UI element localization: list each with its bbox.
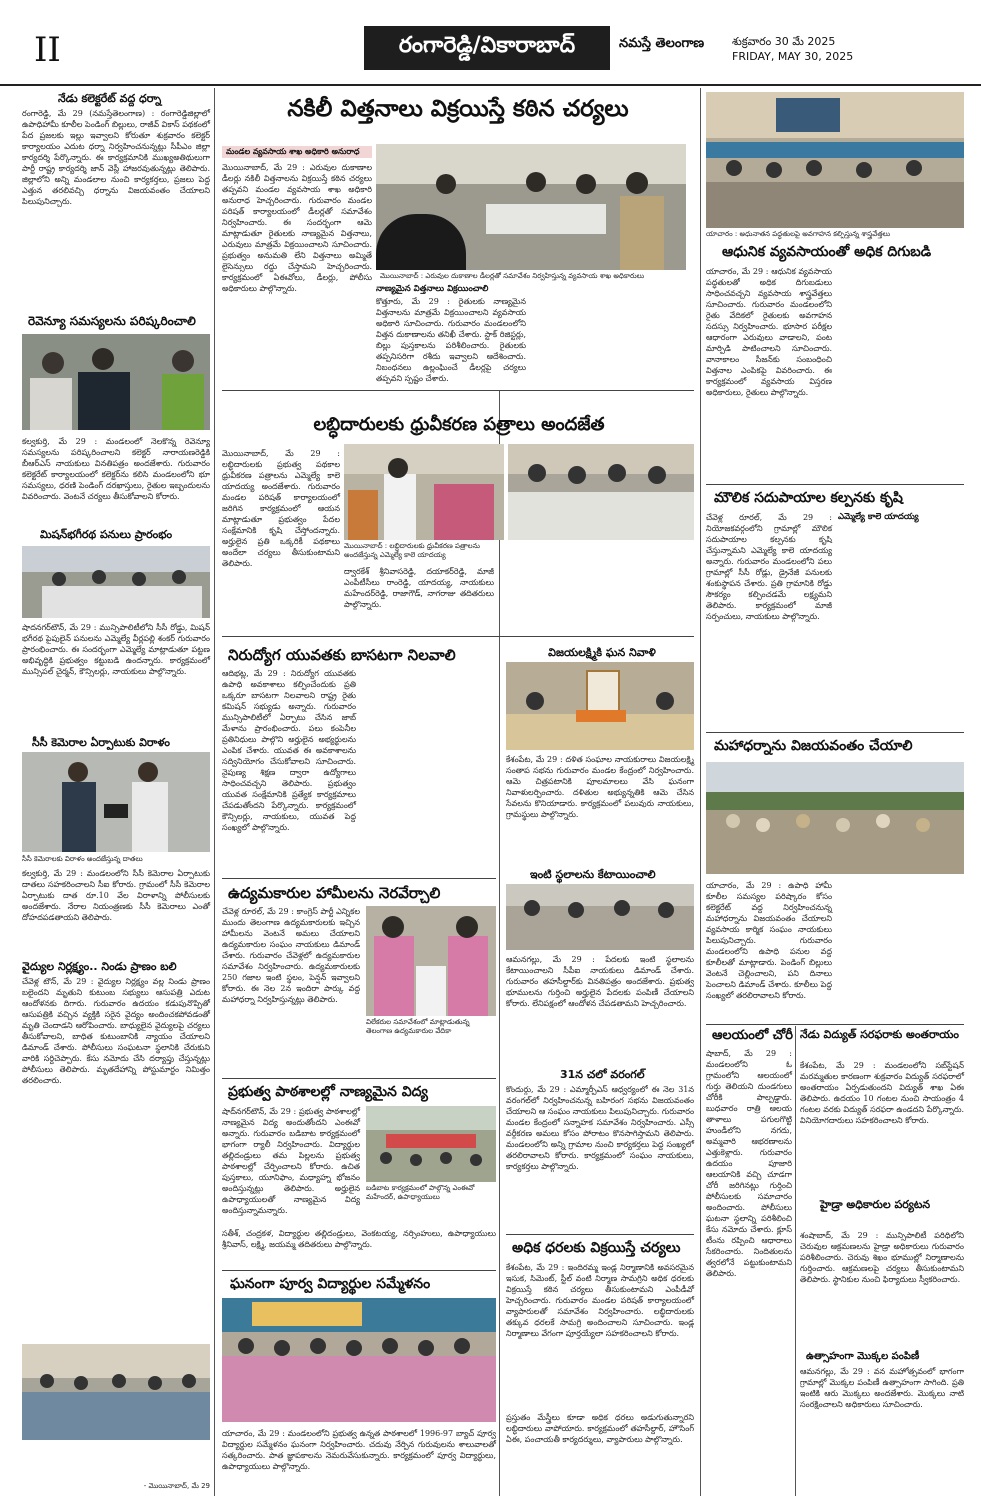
headline-infrastructure: మౌలిక సదుపాయాల కల్పనకు కృషి bbox=[714, 490, 903, 506]
article-mahadharna: యాచారం, మే 29 : ఉపాధి హామీ కూలీల సమస్యల పరిష్కారం కోసం కలెక్టరేట్ వద్ద నిర్వహించనున్న మహాధర్నాను విజయవంతం చేయాలని వ్యవసాయ కార్మిక సంఘం నాయకులు పిలుపునిచ్చారు. గురువారం మండలంలోని ఉపాధి పనుల వద్ద కూలీలతో మాట్లాడారు. పెండింగ్ బిల్లులు వెంటనే చెల్లించాలని, పని దినాలు పెంచాలని డిమాండ్ చేశారు. కూలీలు పెద్ద సంఖ్యలో తరలిరావాలని కోరారు. bbox=[706, 881, 832, 1000]
caption-dealers-meeting: మొయినాబాద్ : ఎరువుల దుకాణాల డీలర్లతో సమావేశం నిర్వహిస్తున్న వ్యవసాయ శాఖ అధికారులు bbox=[380, 272, 644, 280]
photo-activists bbox=[366, 906, 496, 1016]
section-rule bbox=[706, 1024, 964, 1025]
article-modern-agri-col2 bbox=[838, 266, 964, 480]
section-rule bbox=[222, 636, 694, 637]
article-certificates-col3 bbox=[508, 546, 694, 622]
caption-certificates: మొయినాబాద్ : లబ్ధిదారులకు ధ్రువీకరణ పత్రాలను అందజేస్తున్న ఎమ్మెల్యే కాలె యాదయ్య bbox=[344, 542, 480, 559]
photo-certificates-group bbox=[508, 444, 694, 540]
article-house-sites: ఆమనగల్లు, మే 29 : పేదలకు ఇంటి స్థలాలను కేటాయించాలని సీపీఐ నాయకులు డిమాండ్ చేశారు. గురువారం తహసీల్దార్‌కు వినతిపత్రం అందజేశారు. ప్రభుత్వ భూములను గుర్తించి అర్హులైన పేదలకు పంపిణీ చేయాలని కోరారు. లేనిపక్షంలో ఆందోళన చేపడతామని హెచ్చరించారు. bbox=[506, 955, 694, 1008]
photo-badibata bbox=[366, 1106, 496, 1182]
article-infrastructure-col2 bbox=[838, 526, 964, 730]
article-modern-agri: యాచారం, మే 29 : ఆధునిక వ్యవసాయ పద్ధతులతో అధిక దిగుబడులు సాధించవచ్చని వ్యవసాయ శాస్త్రవేత్తలు సూచించారు. గురువారం మండలంలోని రైతు వేదికలో రైతులకు అవగాహన సదస్సు నిర్వహించారు. భూసార పరీక్షల ఆధారంగా ఎరువులు వాడాలని, పంట మార్పిడి పాటించాలని సూచించారు. వానాకాలం సీజన్‌కు సంబంధించి విత్తనాల ఎంపికపై వివరించారు. ఈ కార్యక్రమంలో వ్యవసాయ విస్తరణ అధికారులు, రైతులు పాల్గొన్నారు. bbox=[706, 267, 832, 397]
subhead-quality-seeds: నాణ్యమైన విత్తనాలు విక్రయించాలి bbox=[376, 284, 489, 294]
article-certificates: మొయినాబాద్, మే 29 : లబ్ధిదారులకు ప్రభుత్వ పథకాల ధ్రువీకరణ పత్రాలను ఎమ్మెల్యే కాలె యాదయ్య అందజేశారు. గురువారం మండల పరిషత్ కార్యాలయంలో జరిగిన కార్యక్రమంలో ఆయన మాట్లాడుతూ ప్రభుత్వం పేదల సంక్షేమానికి కృషి చేస్తోందన్నారు. అర్హులైన ప్రతి ఒక్కరికీ పథకాలు అందేలా చర్యలు తీసుకుంటామని తెలిపారు. bbox=[222, 449, 340, 568]
headline-dharna: నేడు కలెక్టరేట్ వద్ద ధర్నా bbox=[58, 92, 162, 105]
page-number: II bbox=[34, 30, 61, 70]
article-certificates-col2: ద్వారకేశ్ శ్రీనివాసరెడ్డి, దయాకర్‌రెడ్డి, మాజీ ఎంపీటీసీలు రాంరెడ్డి, యాదయ్య, నాయకులు మహేందర్‌రెడ్డి, రాజాగౌడ్, నాగరాజు తదితరులు పాల్గొన్నారు. bbox=[344, 567, 494, 609]
photo-cctv-donation bbox=[22, 752, 210, 852]
article-high-prices-col2: ప్రస్తుతం మేస్త్రీలు కూడా అధిక ధరలు అడుగుతున్నారని లబ్ధిదారులు వాపోయారు. కార్యక్రమంలో తహసీల్దార్, హౌసింగ్ ఏఈ, పంచాయతీ కార్యదర్శులు, వ్యాపారులు పాల్గొన్నారు. bbox=[506, 1413, 694, 1444]
caption-cctv: సీసీ కెమెరాలకు విరాళం అందజేస్తున్న దాతలు bbox=[22, 855, 143, 863]
headline-fake-seeds: నకిలీ విత్తనాలు విక్రయిస్తే కఠిన చర్యలు bbox=[287, 96, 629, 122]
caption-farmers-awareness: యాచారం : అధునాతన పద్ధతులపై అవగాహన కల్పిస్తున్న శాస్త్రవేత్తలు bbox=[706, 230, 891, 238]
headline-medical-negligence: వైద్యుల నిర్లక్ష్యం.. నిండు ప్రాణం బలి bbox=[22, 960, 177, 973]
article-power-cut: కేశంపేట, మే 29 : మండలంలోని సబ్‌స్టేషన్ మరమ్మతుల కారణంగా శుక్రవారం విద్యుత్ సరఫరాలో అంతరాయం ఏర్పడుతుందని విద్యుత్ శాఖ ఏఈ తెలిపారు. ఉదయం 10 గంటల నుంచి సాయంత్రం 4 గంటల వరకు విద్యుత్ సరఫరా ఉండదని పేర్కొన్నారు. వినియోగదారులు సహకరించాలని కోరారు. bbox=[800, 1061, 964, 1125]
photo-tribute bbox=[506, 662, 694, 750]
headline-certificates: లబ్ధిదారులకు ధ్రువీకరణ పత్రాలు అందజేత bbox=[313, 414, 605, 435]
photo-school-event bbox=[22, 1344, 210, 1440]
article-mission-bhagiratha: షాదనగర్‌టౌన్, మే 29 : మున్సిపాలిటీలోని సీసీ రోడ్డు, మిషన్ భగీరథ పైపులైన్ పనులను ఎమ్మెల్యే వీర్లపల్లి శంకర్ గురువారం ప్రారంభించారు. ఈ సందర్భంగా ఎమ్మెల్యే మాట్లాడుతూ పట్టణ అభివృద్ధికి ప్రభుత్వం కట్టుబడి ఉందన్నారు. కార్యక్రమంలో మున్సిపల్ చైర్మన్, కౌన్సిలర్లు, నాయకులు పాల్గొన్నారు. bbox=[22, 623, 210, 676]
article-mahadharna-col2 bbox=[838, 880, 964, 1020]
article-fake-seeds-col1 bbox=[222, 274, 372, 386]
article-dharna: రంగారెడ్డి, మే 29 (నమస్తేతెలంగాణ) : రంగారెడ్డిజిల్లాలో ఉపాధిహామీ కూలీల పెండింగ్ బిల్లులు, రాజీవ్ వికాస్ పథకంలో పేద ప్రజలకు ఇల్లు ఇవ్వాలని కోరుతూ శుక్రవారం కలెక్టర్ కార్యాలయం ఎదుట ధర్నా నిర్వహించనున్నట్లు సీపీఎం జిల్లా కార్యదర్శి పేర్కొన్నారు. ఈ కార్యక్రమానికి ముఖ్యఅతిథులుగా పార్టీ రాష్ట్ర కార్యదర్శి జాన్ వెస్లీ హాజరవుతున్నట్లు తెలిపారు. జిల్లాలోని అన్ని మండలాల నుంచి కార్యకర్తలు, ప్రజలు పెద్ద ఎత్తున తరలివచ్చి ధర్నాను విజయవంతం చేయాలని పిలుపునిచ్చారు. bbox=[22, 109, 210, 206]
district-banner: రంగారెడ్డి/వికారాబాద్ bbox=[364, 26, 610, 70]
headline-cctv: సీసీ కెమెరాల ఏర్పాటుకు విరాళం bbox=[32, 736, 170, 749]
photo-certificates bbox=[344, 444, 504, 540]
headline-mahadharna: మహాధర్నాను విజయవంతం చేయాలి bbox=[714, 738, 913, 754]
headline-activists: ఉద్యమకారుల హామీలను నెరవేర్చాలి bbox=[228, 884, 441, 902]
date-english: FRIDAY, MAY 30, 2025 bbox=[732, 50, 854, 63]
section-rule bbox=[506, 1234, 694, 1235]
headline-govt-schools: ప్రభుత్వ పాఠశాలల్లో నాణ్యమైన విద్య bbox=[228, 1084, 428, 1100]
article-revenue: కల్వకుర్తి, మే 29 : మండలంలో నెలకొన్న రెవెన్యూ సమస్యలను పరిష్కరించాలని కలెక్టర్ నారాయణరెడ్డికి బీఆర్ఎస్ నాయకులు వినతిపత్రం అందజేశారు. గురువారం కలెక్టరేట్ కార్యాలయంలో కలెక్టర్‌ను కలిసి మండలంలోని భూ సమస్యలు, ధరణి పెండింగ్ దరఖాస్తులు, రైతుల ఇబ్బందులను వివరించారు. వెంటనే చర్యలు తీసుకోవాలని కోరారు. bbox=[22, 437, 210, 501]
caption-activists: విలేకరుల సమావేశంలో మాట్లాడుతున్న తెలంగాణ ఉద్యమకారుల వేదికా bbox=[366, 1018, 470, 1035]
article-temple-theft: షాబాద్, మే 29 : మండలంలోని ఓ గ్రామంలోని ఆలయంలో గుర్తు తెలియని దుండగులు చోరీకి పాల్పడ్డారు. బుధవారం రాత్రి ఆలయ తాళాలు పగులగొట్టి హుండీలోని నగదు, అమ్మవారి ఆభరణాలను ఎత్తుకెళ్లారు. గురువారం ఉదయం పూజారి ఆలయానికి వచ్చి చూడగా చోరీ జరిగినట్లు గుర్తించి పోలీసులకు సమాచారం అందించారు. పోలీసులు ఘటనా స్థలాన్ని పరిశీలించి కేసు నమోదు చేశారు. క్లూస్ టీంను రప్పించి ఆధారాలు సేకరించారు. నిందితులను త్వరలోనే పట్టుకుంటామని తెలిపారు. bbox=[706, 1049, 792, 1278]
column-divider bbox=[700, 88, 701, 1496]
article-govt-schools-col2: సతీశ్, చంద్రకళ, విద్యార్థుల తల్లిదండ్రులు, వెంకటయ్య, నర్సింహులు, ఉపాధ్యాయులు శ్రీనివాస్, లక్ష్మి, జయమ్మ తదితరులు పాల్గొన్నారు. bbox=[222, 1229, 496, 1249]
section-rule bbox=[222, 390, 694, 391]
column-divider bbox=[795, 1026, 796, 1496]
article-tribute: కేశంపేట, మే 29 : దళిత సంఘాల నాయకురాలు విజయలక్ష్మి సంతాప సభను గురువారం మండల కేంద్రంలో నిర్వహించారు. ఆమె చిత్రపటానికి పూలమాలలు వేసి ఘనంగా నివాళులర్పించారు. దళితుల అభ్యున్నతికి ఆమె చేసిన సేవలను కొనియాడారు. కార్యక్రమంలో పలువురు నాయకులు, గ్రామస్థులు పాల్గొన్నారు. bbox=[506, 755, 694, 819]
section-rule bbox=[222, 1078, 496, 1079]
subhead-mla: ఎమ్మెల్యే కాలె యాదయ్య bbox=[838, 512, 919, 522]
headline-alumni-meet: ఘనంగా పూర్వ విద్యార్థుల సమ్మేళనం bbox=[230, 1276, 431, 1292]
kicker-agri-officer: మండల వ్యవసాయ శాఖ అధికారి అనురాధ bbox=[226, 147, 360, 156]
headline-chalo-warangal: 31న చలో వరంగల్ bbox=[560, 1068, 645, 1081]
section-rule bbox=[222, 1270, 496, 1271]
headline-plants: ఉత్సాహంగా మొక్కల పంపిణీ bbox=[806, 1351, 920, 1362]
article-infrastructure: చేవెళ్ల రూరల్, మే 29 : నియోజకవర్గంలోని గ్రామాల్లో మౌలిక సదుపాయాల కల్పనకు కృషి చేస్తున్నామని ఎమ్మెల్యే కాలె యాదయ్య అన్నారు. గురువారం మండలంలోని పలు గ్రామాల్లో సీసీ రోడ్లు, డ్రైనేజీ పనులకు శంకుస్థాపన చేశారు. ప్రతి గ్రామానికి రోడ్డు సౌకర్యం కల్పించడమే లక్ష్యమని తెలిపారు. కార్యక్రమంలో మాజీ సర్పంచులు, నాయకులు పాల్గొన్నారు. bbox=[706, 513, 832, 621]
article-fake-seeds-intro: మొయినాబాద్, మే 29 : ఎరువుల దుకాణాల డీలర్లు నకిలీ విత్తనాలను విక్రయిస్తే కఠిన చర్యలు తప్పవని మండల వ్యవసాయ శాఖ అధికారి అనురాధ హెచ్చరించారు. గురువారం మండల పరిషత్ కార్యాలయంలో డీలర్లతో సమావేశం నిర్వహించారు. ఈ సందర్భంగా ఆమె మాట్లాడుతూ రైతులకు నాణ్యమైన విత్తనాలు, ఎరువులు మాత్రమే విక్రయించాలని సూచించారు. ప్రభుత్వం అనుమతి లేని విత్తనాలు అమ్మితే లైసెన్సులు రద్దు చేస్తామని హెచ్చరించారు. కార్యక్రమంలో ఏఈవోలు, డీలర్లు, పోలీసు అధికారులు పాల్గొన్నారు. bbox=[222, 163, 372, 293]
column-divider bbox=[214, 88, 215, 1496]
article-cctv: కల్వకుర్తి, మే 29 : మండలంలోని సీసీ కెమెరాల ఏర్పాటుకు దాతలు సహకరించాలని సీఐ కోరారు. గ్రామంలో సీసీ కెమెరాల ఏర్పాటుకు దాత రూ.10 వేల విరాళాన్ని పోలీసులకు అందజేశారు. నేరాల నియంత్రణకు సీసీ కెమెరాలు ఎంతో దోహదపడతాయని తెలిపారు. bbox=[22, 869, 210, 922]
article-govt-schools: షాద్‌నగర్‌టౌన్, మే 29 : ప్రభుత్వ పాఠశాలల్లో నాణ్యమైన విద్య అందుతోందని ఎంఈవో అన్నారు. గురువారం బడిబాట కార్యక్రమంలో భాగంగా ర్యాలీ నిర్వహించారు. విద్యార్థుల తల్లిదండ్రులు తమ పిల్లలను ప్రభుత్వ పాఠశాలల్లో చేర్పించాలని కోరారు. ఉచిత పుస్తకాలు, యూనిఫాం, మధ్యాహ్న భోజనం అందిస్తున్నట్లు తెలిపారు. అర్హులైన ఉపాధ్యాయులతో నాణ్యమైన విద్య అందిస్తున్నామన్నారు. bbox=[222, 1107, 360, 1215]
headline-power-cut: నేడు విద్యుత్ సరఫరాకు అంతరాయం bbox=[800, 1028, 959, 1041]
headline-house-sites: ఇంటి స్థలాలను కేటాయించాలి bbox=[530, 868, 656, 881]
photo-house-sites bbox=[506, 884, 694, 950]
photo-dealers-meeting bbox=[376, 144, 686, 270]
article-plants: ఆమనగల్లు, మే 29 : వన మహోత్సవంలో భాగంగా గ్రామాల్లో మొక్కల పంపిణీ ఉత్సాహంగా సాగింది. ప్రతి ఇంటికి ఆరు మొక్కలు అందజేశారు. మొక్కలు నాటి సంరక్షించాలని అధికారులు సూచించారు. bbox=[800, 1367, 964, 1409]
photo-farmers-awareness bbox=[706, 92, 964, 228]
headline-modern-agri: ఆధునిక వ్యవసాయంతో అధిక దిగుబడి bbox=[722, 244, 932, 260]
article-chalo-warangal: కొందుర్గు, మే 29 : ఎమ్మార్పీఎస్ ఆధ్వర్యంలో ఈ నెల 31న వరంగల్‌లో నిర్వహించనున్న బహిరంగ సభను విజయవంతం చేయాలని ఆ సంఘం నాయకులు పిలుపునిచ్చారు. గురువారం మండల కేంద్రంలో సన్నాహక సమావేశం నిర్వహించారు. ఎస్సీ వర్గీకరణ అమలు కోసం పోరాటం కొనసాగిస్తామని తెలిపారు. మండలంలోని అన్ని గ్రామాల నుంచి కార్యకర్తలు పెద్ద సంఖ్యలో తరలిరావాలని కోరారు. కార్యక్రమంలో సంఘం నాయకులు, కార్యకర్తలు పాల్గొన్నారు. bbox=[506, 1085, 694, 1171]
article-high-prices: కేశంపేట, మే 29 : ఇందిరమ్మ ఇండ్ల నిర్మాణానికి అవసరమైన ఇసుక, సిమెంట్, స్టీల్ వంటి నిర్మాణ సామగ్రిని అధిక ధరలకు విక్రయిస్తే కఠిన చర్యలు తీసుకుంటామని ఎంపీడీవో హెచ్చరించారు. గురువారం మండల పరిషత్ కార్యాలయంలో వ్యాపారులతో సమావేశం నిర్వహించారు. లబ్ధిదారులకు తక్కువ ధరలకే సామగ్రి అందించాలని సూచించారు. ఇండ్ల నిర్మాణాలు వేగంగా పూర్తయ్యేలా సహకరించాలని కోరారు. bbox=[506, 1263, 694, 1338]
photo-revenue-petition bbox=[22, 334, 210, 430]
section-rule bbox=[706, 732, 964, 733]
section-rule bbox=[706, 484, 964, 485]
article-unemployed-youth: ఆదిభట్ల, మే 29 : నిరుద్యోగ యువతకు ఉపాధి అవకాశాలు కల్పించేందుకు ప్రతి ఒక్కరూ బాసటగా నిలవాలని రాష్ట్ర రైతు కమిషన్ సభ్యుడు అన్నారు. గురువారం మున్సిపాలిటీలో ఏర్పాటు చేసిన జాబ్ మేళాను ప్రారంభించారు. పలు కంపెనీల ప్రతినిధులు పాల్గొని అర్హులైన అభ్యర్థులను ఎంపిక చేశారు. యువత ఈ అవకాశాలను సద్వినియోగం చేసుకోవాలని సూచించారు. నైపుణ్య శిక్షణ ద్వారా ఉద్యోగాలు సాధించవచ్చని తెలిపారు. ప్రభుత్వం యువత సంక్షేమానికి ప్రత్యేక కార్యక్రమాలు చేపడుతోందని పేర్కొన్నారు. కార్యక్రమంలో కౌన్సిలర్లు, నాయకులు, యువత పెద్ద సంఖ్యలో పాల్గొన్నారు. bbox=[222, 669, 356, 832]
article-unemployed-youth-col2 bbox=[362, 668, 496, 876]
headline-unemployed-youth: నిరుద్యోగ యువతకు బాసటగా నిలవాలి bbox=[228, 646, 456, 664]
headline-tribute: విజయలక్ష్మికి ఘన నివాళి bbox=[548, 646, 656, 659]
headline-revenue: రెవెన్యూ సమస్యలను పరిష్కరించాలి bbox=[28, 314, 196, 328]
photo-mahadharna bbox=[706, 762, 964, 874]
date-telugu: శుక్రవారం 30 మే 2025 bbox=[732, 35, 836, 48]
article-alumni-meet: యాచారం, మే 29 : మండలంలోని ప్రభుత్వ ఉన్నత పాఠశాలలో 1996-97 బ్యాచ్ పూర్వ విద్యార్థుల సమ్మేళనం ఘనంగా నిర్వహించారు. చదువు నేర్పిన గురువులను శాలువాలతో సత్కరించారు. పాత జ్ఞాపకాలను నెమరువేసుకున్నారు. కార్యక్రమంలో పూర్వ విద్యార్థులు, ఉపాధ్యాయులు పాల్గొన్నారు. bbox=[222, 1429, 496, 1471]
caption-badibata: బడిబాట కార్యక్రమంలో పాల్గొన్న ఎంఈవో మహేందర్, ఉపాధ్యాయులు bbox=[366, 1184, 475, 1201]
dateline-moinabad: - మొయినాబాద్, మే 29 bbox=[143, 1482, 210, 1490]
article-hydra-visit: శంషాబాద్, మే 29 : మున్సిపాలిటీ పరిధిలోని చెరువుల ఆక్రమణలను హైడ్రా అధికారులు గురువారం పరిశీలించారు. చెరువు శిఖం భూముల్లో నిర్మాణాలను గుర్తించారు. ఆక్రమణలపై చర్యలు తీసుకుంటామని తెలిపారు. స్థానికుల నుంచి ఫిర్యాదులు స్వీకరించారు. bbox=[800, 1231, 964, 1284]
photo-mission-bhagiratha bbox=[22, 546, 210, 618]
edition-date bbox=[732, 34, 853, 64]
article-activists: చేవెళ్ల రూరల్, మే 29 : కాంగ్రెస్ పార్టీ ఎన్నికల ముందు తెలంగాణ ఉద్యమకారులకు ఇచ్చిన హామీలను వెంటనే అమలు చేయాలని ఉద్యమకారుల సంఘం నాయకులు డిమాండ్ చేశారు. గురువారం చేవెళ్లలో ఉద్యమకారుల సమావేశం నిర్వహించారు. ఉద్యమకారులకు 250 గజాల ఇంటి స్థలం, పెన్షన్ ఇవ్వాలని కోరారు. ఈ నెల 2న ఇందిరా పార్కు వద్ద మహాధర్నా నిర్వహిస్తున్నట్లు తెలిపారు. bbox=[222, 907, 360, 1004]
newspaper-brand: నమస్తే తెలంగాణ bbox=[619, 36, 705, 51]
article-photo-note bbox=[22, 1444, 172, 1480]
section-rule bbox=[222, 878, 496, 879]
headline-high-prices: అధిక ధరలకు విక్రయిస్తే చర్యలు bbox=[512, 1240, 681, 1256]
headline-mission-bhagiratha: మిషన్‌భగీరథ పనులు ప్రారంభం bbox=[40, 528, 173, 541]
headline-temple-theft: ఆలయంలో చోరీ bbox=[712, 1028, 793, 1043]
article-medical-negligence: చేవెళ్ల టౌన్, మే 29 : వైద్యుల నిర్లక్ష్యం వల్ల నిండు ప్రాణం బలైందని మృతుని కుటుంబ సభ్యులు ఆసుపత్రి ఎదుట ఆందోళనకు దిగారు. గురువారం ఉదయం కడుపునొప్పితో ఆసుపత్రికి వచ్చిన వ్యక్తికి సరైన వైద్యం అందించకపోవడంతో మృతి చెందాడని ఆరోపించారు. బాధ్యులైన వైద్యులపై చర్యలు తీసుకోవాలని, బాధిత కుటుంబానికి న్యాయం చేయాలని డిమాండ్ చేశారు. పోలీసులు సంఘటనా స్థలానికి చేరుకుని వారికి సర్దిచెప్పారు. కేసు నమోదు చేసి దర్యాప్తు చేస్తున్నట్లు పోలీసులు తెలిపారు. మృతదేహాన్ని పోస్టుమార్టం నిమిత్తం తరలించారు. bbox=[22, 977, 210, 1085]
photo-alumni-meet bbox=[222, 1298, 496, 1422]
article-fake-seeds-col3 bbox=[532, 284, 686, 386]
article-quality-seeds: కొత్తూరు, మే 29 : రైతులకు నాణ్యమైన విత్తనాలను మాత్రమే విక్రయించాలని వ్యవసాయ అధికారి సూచించారు. గురువారం మండలంలోని విత్తన దుకాణాలను తనిఖీ చేశారు. స్టాక్ రిజిస్టర్లు, బిల్లు పుస్తకాలను పరిశీలించారు. రైతులకు తప్పనిసరిగా రశీదు ఇవ్వాలని ఆదేశించారు. నిబంధనలు ఉల్లంఘించే డీలర్లపై చర్యలు తప్పవని స్పష్టం చేశారు. bbox=[376, 297, 526, 383]
headline-hydra-visit: హైడ్రా అధికారుల పర్యటన bbox=[820, 1198, 931, 1211]
